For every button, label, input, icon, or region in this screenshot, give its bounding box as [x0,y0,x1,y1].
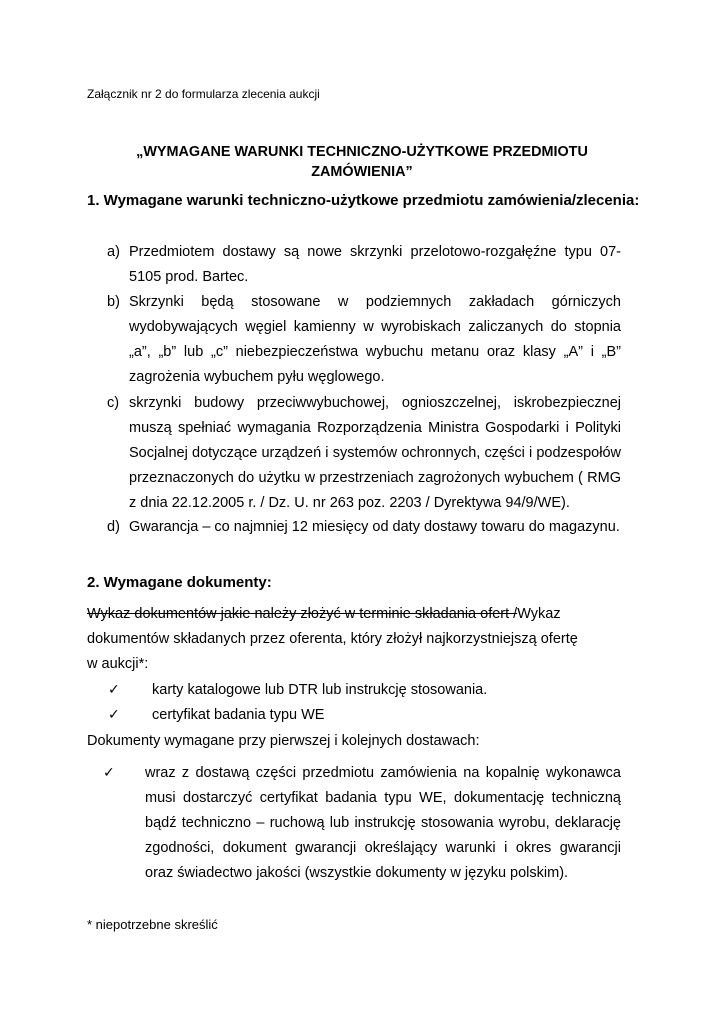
section-2-heading: 2. Wymagane dokumenty: [87,574,272,591]
checkmark-icon: ✓ [103,764,115,780]
list-item-b [87,290,621,390]
documents-intro-line-2: dokumentów składanych przez oferenta, który złożył najkorzystniejszą ofertę [87,631,578,647]
checklist-item: karty katalogowe lub DTR lub instrukcję stosowania. [152,682,488,698]
deliveries-line: Dokumenty wymagane przy pierwszej i kolejnych dostawach: [87,733,480,749]
list-text: skrzynki budowy przeciwwybuchowej, ognioszczelnej, iskrobezpiecznej muszą spełniać wymagania Rozporządzenia Ministra Gospodarki i Polityki Socjalnej dotyczące urządzeń i systemów ochronnych, części i podzespołów przeznaczonych do użytku w przestrzeniach zagrożonych wybuchem ( RMG z dnia 22.12.2005 r. / Dz. U. nr 263 poz. 2203 / Dyrektywa 94/9/WE). [129,395,621,511]
list-item-c [87,391,621,516]
struck-text: Wykaz dokumentów jakie należy złożyć w terminie składania ofert / [87,606,518,622]
checkmark-icon: ✓ [108,706,120,722]
intro-text: Wykaz [517,606,561,622]
section-1-heading: 1. Wymagane warunki techniczno-użytkowe przedmiotu zamówienia/zlecenia: [87,192,640,209]
list-label: d) [107,519,120,535]
delivery-requirements: wraz z dostawą części przedmiotu zamówienia na kopalnię wykonawca musi dostarczyć certyfikat badania typu WE, dokumentację techniczną bądź techniczno – ruchową lub instrukcję stosowania wyrobu, deklarację zgodności, dokument gwarancji określający warunki i okres gwarancji oraz świadectwo jakości (wszystkie dokumenty w języku polskim). [145,765,621,881]
list-label: a) [107,244,120,260]
list-label: c) [107,395,120,411]
list-text: Skrzynki będą stosowane w podziemnych zakładach górniczych wydobywających węgiel kamienny w wyrobiskach zaliczanych do stopnia „a”, „b” lub „c” niebezpieczeństwa wybuchu metanu oraz klasy „A” i „B” zagrożenia wybuchem pyłu węglowego. [129,294,621,385]
documents-intro-line-1 [87,602,621,627]
list-text: Gwarancja – co najmniej 12 miesięcy od daty dostawy towaru do magazynu. [129,519,620,535]
attachment-note: Załącznik nr 2 do formularza zlecenia aukcji [87,87,320,101]
list-item-a [87,240,621,290]
title-line-1: „WYMAGANE WARUNKI TECHNICZNO-UŻYTKOWE PRZEDMIOTU [136,144,588,160]
list-text: Przedmiotem dostawy są nowe skrzynki przelotowo-rozgałęźne typu 07-5105 prod. Bartec. [129,244,621,285]
document-title [100,142,624,182]
list-label: b) [107,294,120,310]
footnote: * niepotrzebne skreślić [87,917,218,932]
documents-intro-line-3: w aukcji*: [87,656,149,672]
checklist-item: certyfikat badania typu WE [152,707,325,723]
checkmark-icon: ✓ [108,681,120,697]
title-line-2: ZAMÓWIENIA” [311,164,413,180]
list-item-d [87,515,621,540]
